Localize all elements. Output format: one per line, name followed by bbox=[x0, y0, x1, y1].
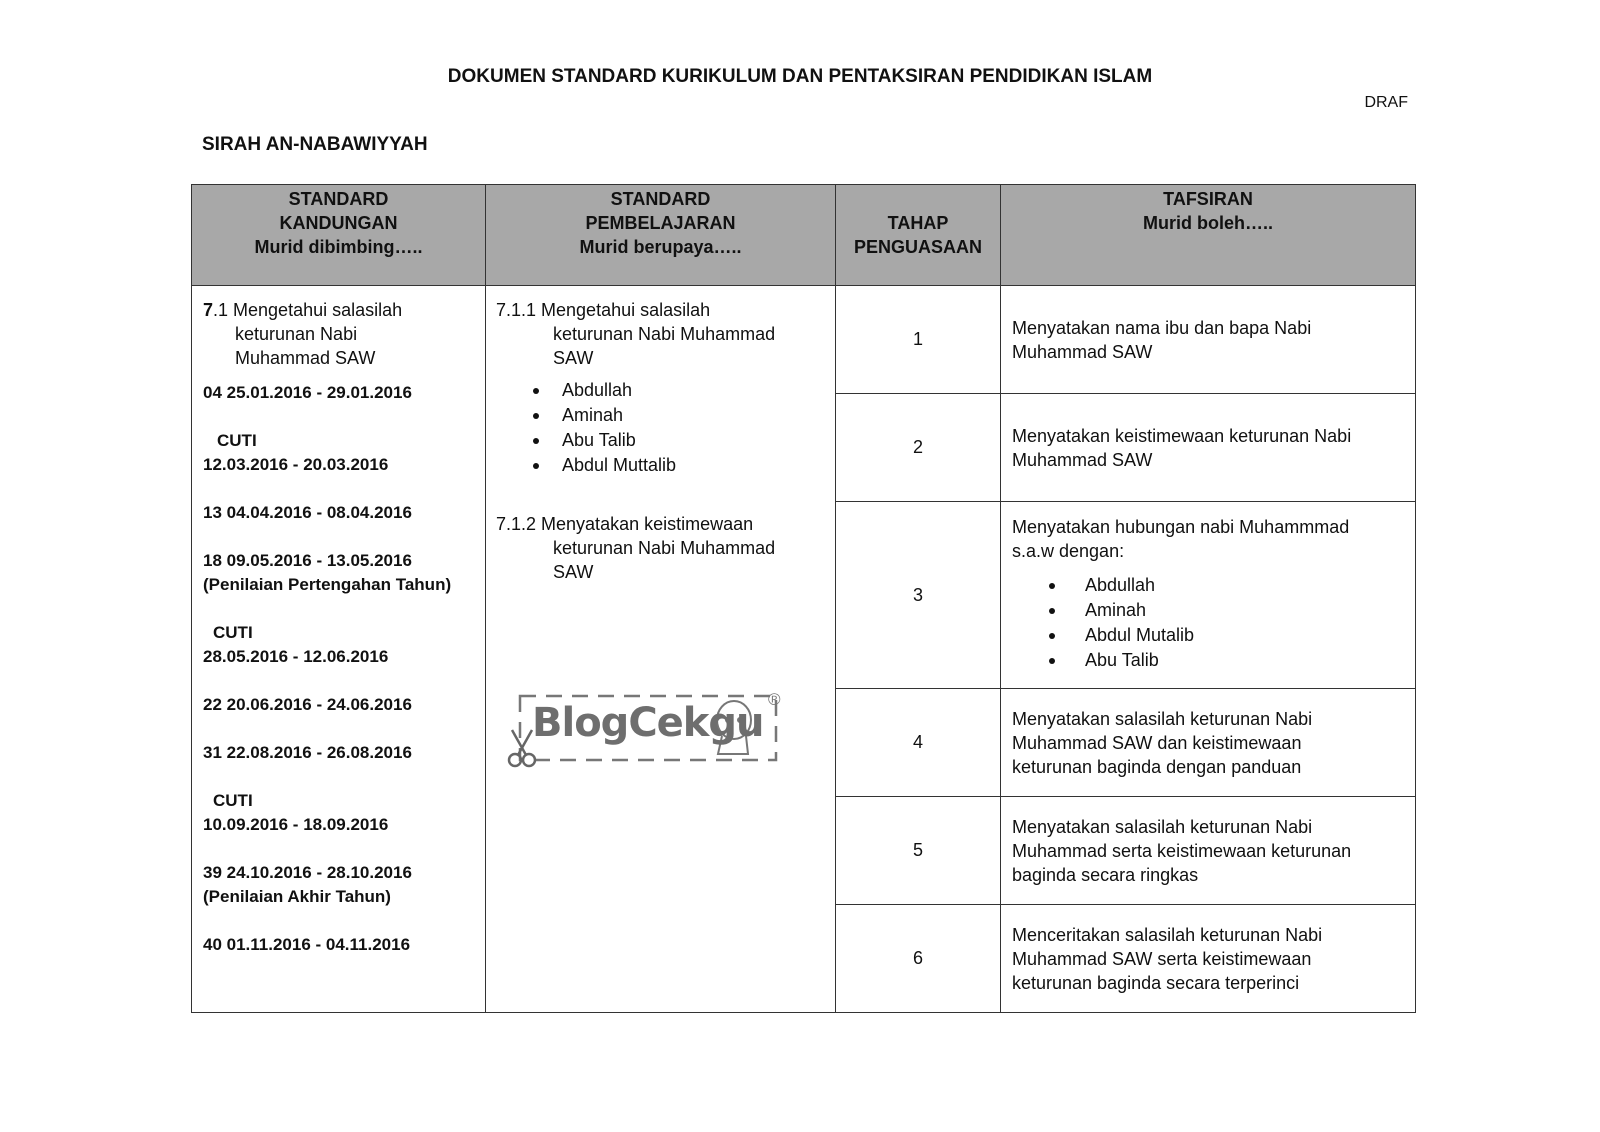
tafsiran-line: baginda secara ringkas bbox=[1012, 864, 1199, 885]
standard-kandungan-text bbox=[203, 298, 485, 370]
level-cell: 1 bbox=[836, 286, 1001, 394]
week-date: 18 09.05.2016 - 13.05.2016 bbox=[203, 551, 412, 570]
list-item: Abu Talib bbox=[1012, 648, 1403, 673]
tafsiran-line: Muhammad SAW serta keistimewaan bbox=[1012, 948, 1312, 969]
cuti-label: CUTI bbox=[213, 791, 253, 810]
level-cell: 6 bbox=[836, 905, 1001, 1013]
standard-line: Muhammad SAW bbox=[235, 348, 376, 368]
table-row bbox=[192, 286, 1416, 394]
header-tahap-penguasaan bbox=[836, 185, 1001, 286]
tafsiran-line: Menyatakan nama ibu dan bapa Nabi bbox=[1012, 317, 1312, 338]
learning-line: SAW bbox=[553, 562, 594, 582]
header-line: KANDUNGAN bbox=[279, 213, 398, 233]
list-item: Abu Talib bbox=[496, 428, 835, 453]
tafsiran-line: keturunan baginda dengan panduan bbox=[1012, 756, 1302, 777]
relation-list bbox=[1012, 573, 1403, 673]
level-cell: 3 bbox=[836, 502, 1001, 689]
document-title: DOKUMEN STANDARD KURIKULUM DAN PENTAKSIRAN PENDIDIKAN ISLAM bbox=[447, 66, 1153, 87]
tafsiran-line: keturunan baginda secara terperinci bbox=[1012, 972, 1300, 993]
tafsiran-line: Muhammad SAW bbox=[1012, 449, 1153, 470]
week-date: 40 01.11.2016 - 04.11.2016 bbox=[203, 935, 411, 954]
learning-line: keturunan Nabi Muhammad bbox=[553, 324, 776, 344]
tafsiran-cell bbox=[1001, 286, 1416, 394]
header-line: STANDARD bbox=[610, 189, 711, 209]
cuti-range: 10.09.2016 - 18.09.2016 bbox=[203, 815, 389, 834]
tafsiran-line: s.a.w dengan: bbox=[1012, 541, 1125, 561]
header-line: STANDARD bbox=[288, 189, 389, 209]
header-line: TAHAP bbox=[887, 213, 949, 233]
tafsiran-line: Menceritakan salasilah keturunan Nabi bbox=[1012, 924, 1323, 945]
tafsiran-line: Menyatakan salasilah keturunan Nabi bbox=[1012, 816, 1313, 837]
tafsiran-line: Muhammad SAW dan keistimewaan bbox=[1012, 732, 1302, 753]
level-cell: 2 bbox=[836, 394, 1001, 502]
learning-line: keturunan Nabi Muhammad bbox=[553, 538, 776, 558]
tafsiran-line: Menyatakan salasilah keturunan Nabi bbox=[1012, 708, 1313, 729]
learning-line: SAW bbox=[553, 348, 594, 368]
cuti-range: 28.05.2016 - 12.06.2016 bbox=[203, 647, 389, 666]
week-date: 04 25.01.2016 - 29.01.2016 bbox=[203, 383, 412, 402]
tafsiran-line: Muhammad SAW bbox=[1012, 341, 1153, 362]
curriculum-table bbox=[191, 184, 1416, 1013]
header-line: Murid boleh….. bbox=[1143, 213, 1273, 233]
tafsiran-cell bbox=[1001, 502, 1416, 689]
watermark-text: BlogCekgu bbox=[532, 700, 764, 746]
tafsiran-line: Menyatakan keistimewaan keturunan Nabi bbox=[1012, 425, 1352, 446]
level-cell: 4 bbox=[836, 689, 1001, 797]
list-item: Abdul Mutalib bbox=[1012, 623, 1403, 648]
learning-line: 7.1.2 Menyatakan keistimewaan bbox=[496, 514, 754, 534]
header-line: PEMBELAJARAN bbox=[585, 213, 736, 233]
header-line: Murid berupaya….. bbox=[579, 237, 742, 257]
cuti-label: CUTI bbox=[213, 623, 253, 642]
lineage-list bbox=[496, 378, 835, 478]
header-line: TAFSIRAN bbox=[1163, 189, 1253, 209]
draft-label: DRAF bbox=[1364, 94, 1408, 111]
list-item: Abdul Muttalib bbox=[496, 453, 835, 478]
header-tafsiran bbox=[1001, 185, 1416, 286]
standard-line: .1 Mengetahui salasilah bbox=[213, 300, 403, 320]
tafsiran-line: Menyatakan hubungan nabi Muhammmad bbox=[1012, 517, 1350, 537]
header-row bbox=[192, 185, 1416, 286]
header-standard-kandungan bbox=[192, 185, 486, 286]
week-date: 22 20.06.2016 - 24.06.2016 bbox=[203, 695, 412, 714]
standard-number: 7 bbox=[203, 300, 214, 320]
level-cell: 5 bbox=[836, 797, 1001, 905]
learning-line: 7.1.1 Mengetahui salasilah bbox=[496, 300, 711, 320]
list-item: Aminah bbox=[1012, 598, 1403, 623]
week-date: 13 04.04.2016 - 08.04.2016 bbox=[203, 503, 412, 522]
header-standard-pembelajaran bbox=[486, 185, 836, 286]
assessment-note: (Penilaian Akhir Tahun) bbox=[203, 887, 391, 906]
standard-kandungan-cell bbox=[192, 286, 486, 1013]
tafsiran-line: Muhammad serta keistimewaan keturunan bbox=[1012, 840, 1352, 861]
tafsiran-cell bbox=[1001, 689, 1416, 797]
list-item: Abdullah bbox=[1012, 573, 1403, 598]
registered-mark: ® bbox=[768, 690, 781, 709]
learning-standard-1 bbox=[496, 298, 835, 370]
tafsiran-cell bbox=[1001, 394, 1416, 502]
schedule-dates bbox=[203, 381, 485, 957]
header-line: Murid dibimbing….. bbox=[254, 237, 423, 257]
blogcekgu-watermark bbox=[502, 690, 784, 768]
list-item: Abdullah bbox=[496, 378, 835, 403]
cuti-range: 12.03.2016 - 20.03.2016 bbox=[203, 455, 389, 474]
week-date: 39 24.10.2016 - 28.10.2016 bbox=[203, 863, 412, 882]
assessment-note: (Penilaian Pertengahan Tahun) bbox=[203, 575, 452, 594]
week-date: 31 22.08.2016 - 26.08.2016 bbox=[203, 743, 412, 762]
tafsiran-cell bbox=[1001, 797, 1416, 905]
standard-line: keturunan Nabi bbox=[235, 324, 358, 344]
learning-standard-2 bbox=[496, 512, 835, 584]
tafsiran-cell bbox=[1001, 905, 1416, 1013]
header-line: PENGUASAAN bbox=[853, 237, 982, 257]
standard-pembelajaran-cell bbox=[486, 286, 836, 1013]
list-item: Aminah bbox=[496, 403, 835, 428]
section-title: SIRAH AN-NABAWIYYAH bbox=[202, 134, 428, 155]
cuti-label: CUTI bbox=[217, 431, 257, 450]
